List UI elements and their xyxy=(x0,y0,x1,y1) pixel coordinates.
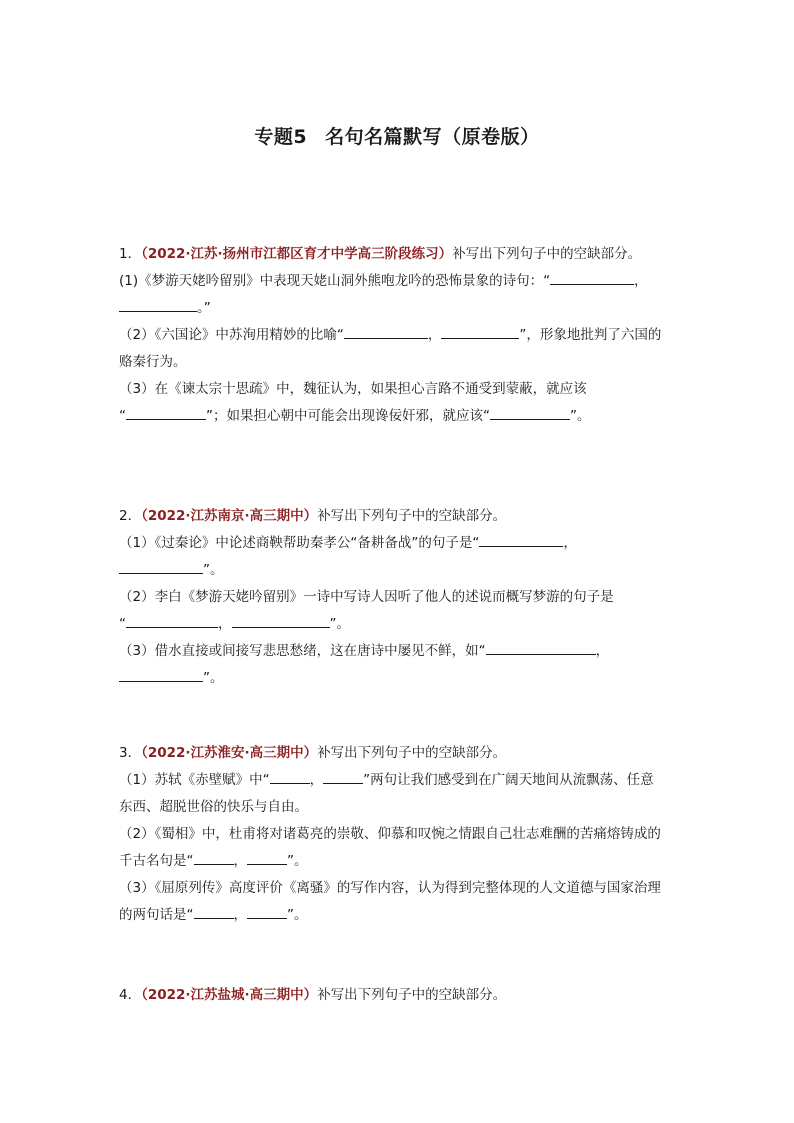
page-title: 专题5 名句名篇默写（原卷版） xyxy=(254,126,540,148)
question-4-header: 4．（2022·江苏盐城·高三期中）补写出下列句子中的空缺部分。 xyxy=(119,987,507,1003)
answer-blank[interactable] xyxy=(119,667,203,682)
question-2: 2．（2022·江苏南京·高三期中）补写出下列句子中的空缺部分。 （1）《过秦论》中论述商鞅帮助秦孝公“备耕备战”的句子是“ ， ”。 （2）李白《梦游天姥吟留别》一诗中写诗人因听了他人的述说而概写梦游的句子是 “ ， ”。 （3）借水直接或间接写悲思愁绪，这在唐诗中屡见不鲜，如“ ， ”。 xyxy=(119,503,679,692)
question-source: （2022·江苏·扬州市江都区育才中学高三阶段练习） xyxy=(141,246,453,262)
answer-blank[interactable] xyxy=(323,769,363,784)
question-1-header: 1．（2022·江苏·扬州市江都区育才中学高三阶段练习）补写出下列句子中的空缺部分。 xyxy=(119,246,642,262)
answer-blank[interactable] xyxy=(550,270,634,285)
answer-blank[interactable] xyxy=(194,904,234,919)
answer-blank[interactable] xyxy=(232,613,330,628)
answer-blank[interactable] xyxy=(486,640,596,655)
answer-blank[interactable] xyxy=(479,532,563,547)
answer-blank[interactable] xyxy=(270,769,310,784)
answer-blank[interactable] xyxy=(119,297,197,312)
answer-blank[interactable] xyxy=(247,850,287,865)
answer-blank[interactable] xyxy=(126,405,206,420)
question-source: （2022·江苏淮安·高三期中） xyxy=(141,745,318,761)
answer-blank[interactable] xyxy=(247,904,287,919)
question-4 xyxy=(119,982,679,1009)
answer-blank[interactable] xyxy=(344,324,428,339)
question-source: （2022·江苏南京·高三期中） xyxy=(141,508,318,524)
answer-blank[interactable] xyxy=(441,324,519,339)
question-source: （2022·江苏盐城·高三期中） xyxy=(141,987,318,1003)
answer-blank[interactable] xyxy=(119,559,203,574)
question-1: 1．（2022·江苏·扬州市江都区育才中学高三阶段练习）补写出下列句子中的空缺部分。 (1)《梦游天姥吟留别》中表现天姥山洞外熊咆龙吟的恐怖景象的诗句：“ ， 。” （2）《六国论》中苏洵用精妙的比喻“ ， ”，形象地批判了六国的 赂秦行为。 （3）在《谏太宗十思疏》中，魏征认为，如果担心言路不通受到蒙蔽，就应该 “ ”；如果担心朝中可能会出现谗佞奸邪，就应该“ ”。 xyxy=(119,241,679,430)
question-3-header: 3．（2022·江苏淮安·高三期中）补写出下列句子中的空缺部分。 xyxy=(119,745,507,761)
answer-blank[interactable] xyxy=(126,613,218,628)
question-3: 3．（2022·江苏淮安·高三期中）补写出下列句子中的空缺部分。 （1）苏轼《赤壁赋》中“ ， ”两句让我们感受到在广阔天地间从流飘荡、任意 东西、超脱世俗的快乐与自由。 （2）《蜀相》中，杜甫将对诸葛亮的崇敬、仰慕和叹惋之情跟自己壮志难酬的苦痛熔铸成的 千古名句是“ ， ”。 （3）《屈原列传》高度评价《离骚》的写作内容，认为得到完整体现的人文道德与国家治理 的两句话是“ ， ”。 xyxy=(119,740,679,929)
answer-blank[interactable] xyxy=(490,405,570,420)
question-2-header: 2．（2022·江苏南京·高三期中）补写出下列句子中的空缺部分。 xyxy=(119,508,507,524)
answer-blank[interactable] xyxy=(194,850,234,865)
